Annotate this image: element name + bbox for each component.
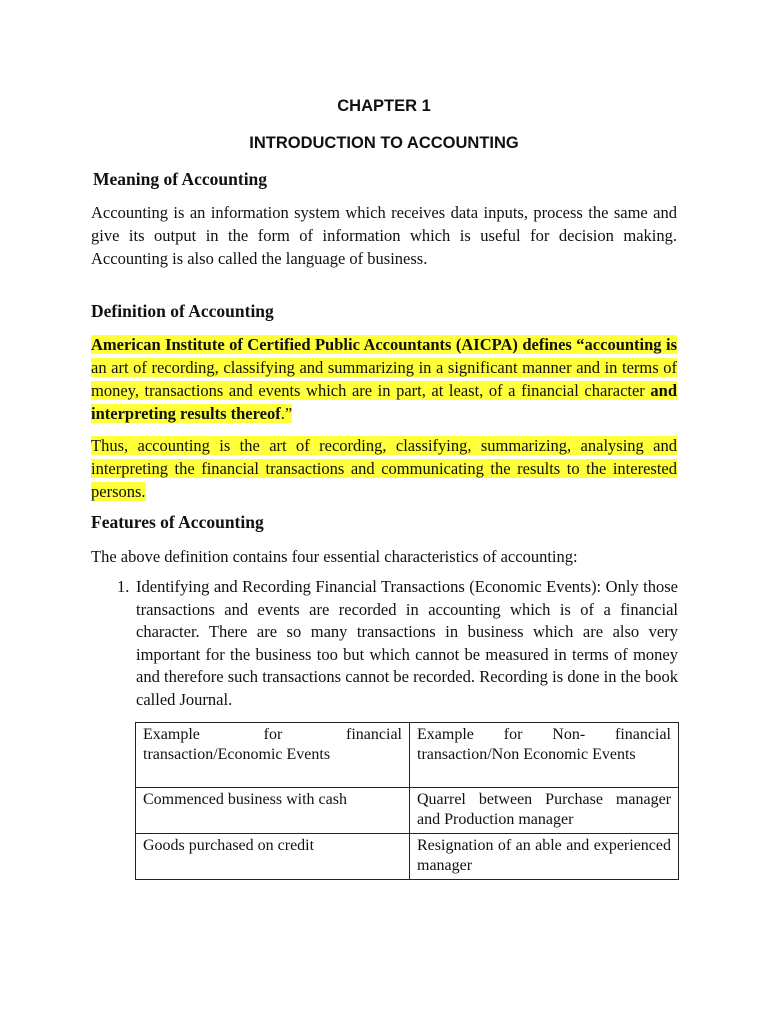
meaning-heading: Meaning of Accounting: [93, 169, 268, 189]
table-cell: Commenced business with cash: [136, 788, 410, 834]
table-header-row: [136, 723, 679, 788]
definition-end: .”: [280, 404, 293, 423]
table-cell: Resignation of an able and experienced manager: [410, 834, 679, 880]
table-row: [136, 834, 679, 880]
examples-table: [135, 722, 679, 880]
features-heading: Features of Accounting: [91, 512, 264, 532]
definition-body: an art of recording, classifying and summarizing in a significant manner and in terms of money, transactions and events which are in part, at least, of a financial character: [91, 358, 677, 400]
chapter-number: CHAPTER 1: [337, 97, 431, 115]
list-item-text: Identifying and Recording Financial Transactions (Economic Events): Only those transactions and events are recorded in accounting which is of a financial character. There are so many transactions in business which are also very important for the business too but which cannot be measured in terms of money and therefore such transactions cannot be recorded. Recording is done in the book called Journal.: [136, 577, 678, 709]
table-header-cell: Example for financial transaction/Economic Events: [136, 723, 410, 788]
table-cell: Goods purchased on credit: [136, 834, 410, 880]
chapter-title: INTRODUCTION TO ACCOUNTING: [249, 134, 519, 152]
definition-bold-tail: and interpreting results thereof: [91, 381, 677, 423]
features-intro: The above definition contains four essential characteristics of accounting:: [91, 547, 578, 566]
table-row: [136, 788, 679, 834]
definition-heading: Definition of Accounting: [91, 301, 274, 321]
list-item-number: 1.: [117, 577, 130, 596]
definition-bold-lead: American Institute of Certified Public Accountants (AICPA) defines “accounting is: [91, 335, 677, 354]
table-header-cell: Example for Non- financial transaction/Non Economic Events: [410, 723, 679, 788]
definition-summary-text: Thus, accounting is the art of recording, classifying, summarizing, analysing and interpreting the financial transactions and communicating the results to the interested persons.: [91, 436, 677, 501]
table-cell: Quarrel between Purchase manager and Production manager: [410, 788, 679, 834]
definition-summary: [91, 434, 677, 503]
definition-quote: [91, 333, 677, 425]
meaning-paragraph: Accounting is an information system which receives data inputs, process the same and give its output in the form of information which is useful for decision making. Accounting is also called the language of business.: [91, 203, 677, 268]
